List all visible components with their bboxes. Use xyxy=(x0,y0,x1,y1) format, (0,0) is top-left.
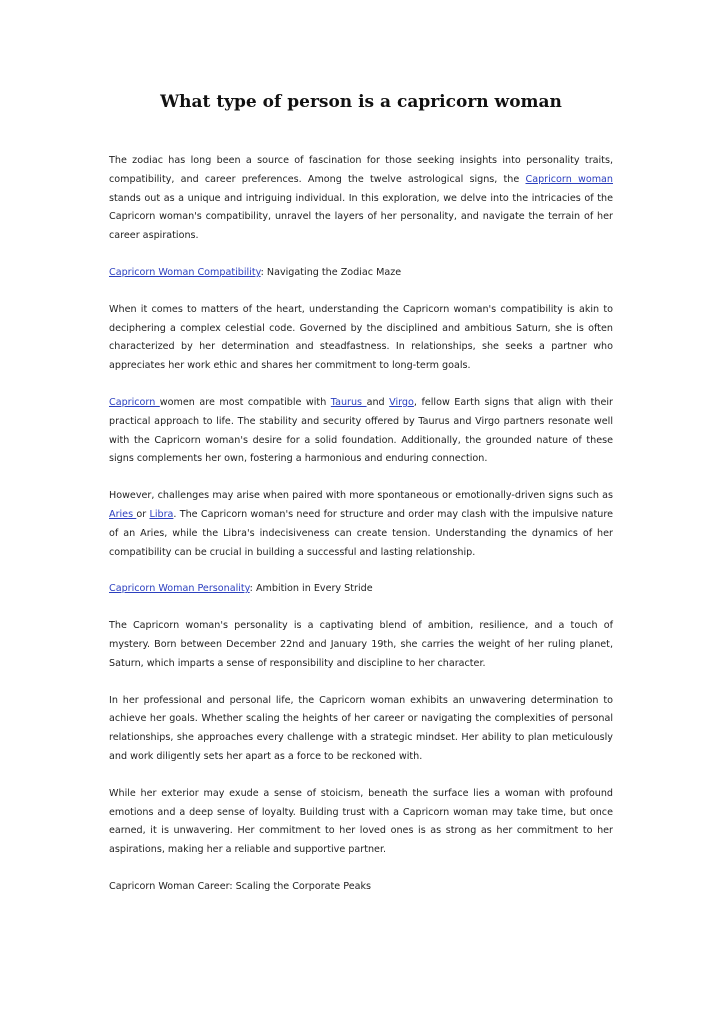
compat-p3-text-3: . The Capricorn woman's need for structure and order may clash with the impulsive nature of an Aries, while the Libra's indecisiveness can create tension. Understanding the dynamics of her compatibility can be crucial in building a successful and lasting relationship. xyxy=(109,508,613,558)
compatibility-heading xyxy=(109,264,613,283)
virgo-link[interactable]: Virgo xyxy=(389,396,414,408)
compatibility-paragraph-1: When it comes to matters of the heart, understanding the Capricorn woman's compatibility is akin to deciphering a complex celestial code. Governed by the disciplined and ambitious Saturn, she is often characterized by her determination and steadfastness. In relationships, she seeks a partner who appreciates her work ethic and shares her commitment to long-term goals. xyxy=(109,303,613,372)
compatibility-heading-rest: : Navigating the Zodiac Maze xyxy=(260,266,402,278)
compat-p3-text-2: or xyxy=(136,508,150,520)
compat-p2-text-2: and xyxy=(366,396,390,408)
career-heading: Capricorn Woman Career: Scaling the Corporate Peaks xyxy=(109,880,372,892)
compatibility-paragraph-2 xyxy=(109,394,613,469)
compat-p3-text-1: However, challenges may arise when paired with more spontaneous or emotionally-driven signs such as xyxy=(109,490,613,502)
personality-heading-rest: : Ambition in Every Stride xyxy=(249,583,373,595)
compat-p2-text-1: women are most compatible with xyxy=(159,396,331,408)
personality-link[interactable]: Capricorn Woman Personality xyxy=(109,583,250,595)
document-page xyxy=(109,92,613,915)
personality-paragraph-1: The Capricorn woman's personality is a captivating blend of ambition, resilience, and a touch of mystery. Born between December 22nd and January 19th, she carries the weight of her ruling planet, Saturn, which imparts a sense of responsibility and discipline to her character. xyxy=(109,620,613,669)
compatibility-link[interactable]: Capricorn Woman Compatibility xyxy=(109,266,261,278)
aries-link[interactable]: Aries xyxy=(109,508,137,520)
intro-text-2: stands out as a unique and intriguing individual. In this exploration, we delve into the intricacies of the Capricorn woman's compatibility, unravel the layers of her personality, and navigate the terrain of her career aspirations. xyxy=(109,192,613,242)
taurus-link[interactable]: Taurus xyxy=(330,396,367,408)
capricorn-woman-link[interactable]: Capricorn woman xyxy=(525,173,613,185)
personality-paragraph-2: In her professional and personal life, the Capricorn woman exhibits an unwavering determination to achieve her goals. Whether scaling the heights of her career or navigating the complexities of personal relationships, she approaches every challenge with a strategic mindset. Her ability to plan meticulously and work diligently sets her apart as a force to be reckoned with. xyxy=(109,694,613,762)
compat-p2-text-3: , fellow Earth signs that align with their practical approach to life. The stability and security offered by Taurus and Virgo partners resonate well with the Capricorn woman's desire for a solid foundation. Additionally, the grounded nature of these signs complements her own, fostering a harmonious and enduring connection. xyxy=(109,396,613,465)
page-title: What type of person is a capricorn woman xyxy=(160,92,562,112)
personality-heading xyxy=(109,580,613,599)
intro-text-1: The zodiac has long been a source of fascination for those seeking insights into personality traits, compatibility, and career preferences. Among the twelve astrological signs, the xyxy=(109,155,613,185)
personality-paragraph-3: While her exterior may exude a sense of stoicism, beneath the surface lies a woman with profound emotions and a deep sense of loyalty. Building trust with a Capricorn woman may take time, but once earned, it is unwavering. Her commitment to her loved ones is as strong as her commitment to her aspirations, making her a reliable and supportive partner. xyxy=(109,787,613,856)
compatibility-paragraph-3 xyxy=(109,487,613,562)
capricorn-link[interactable]: Capricorn xyxy=(109,396,160,408)
libra-link[interactable]: Libra xyxy=(149,508,174,520)
intro-paragraph xyxy=(109,152,613,246)
